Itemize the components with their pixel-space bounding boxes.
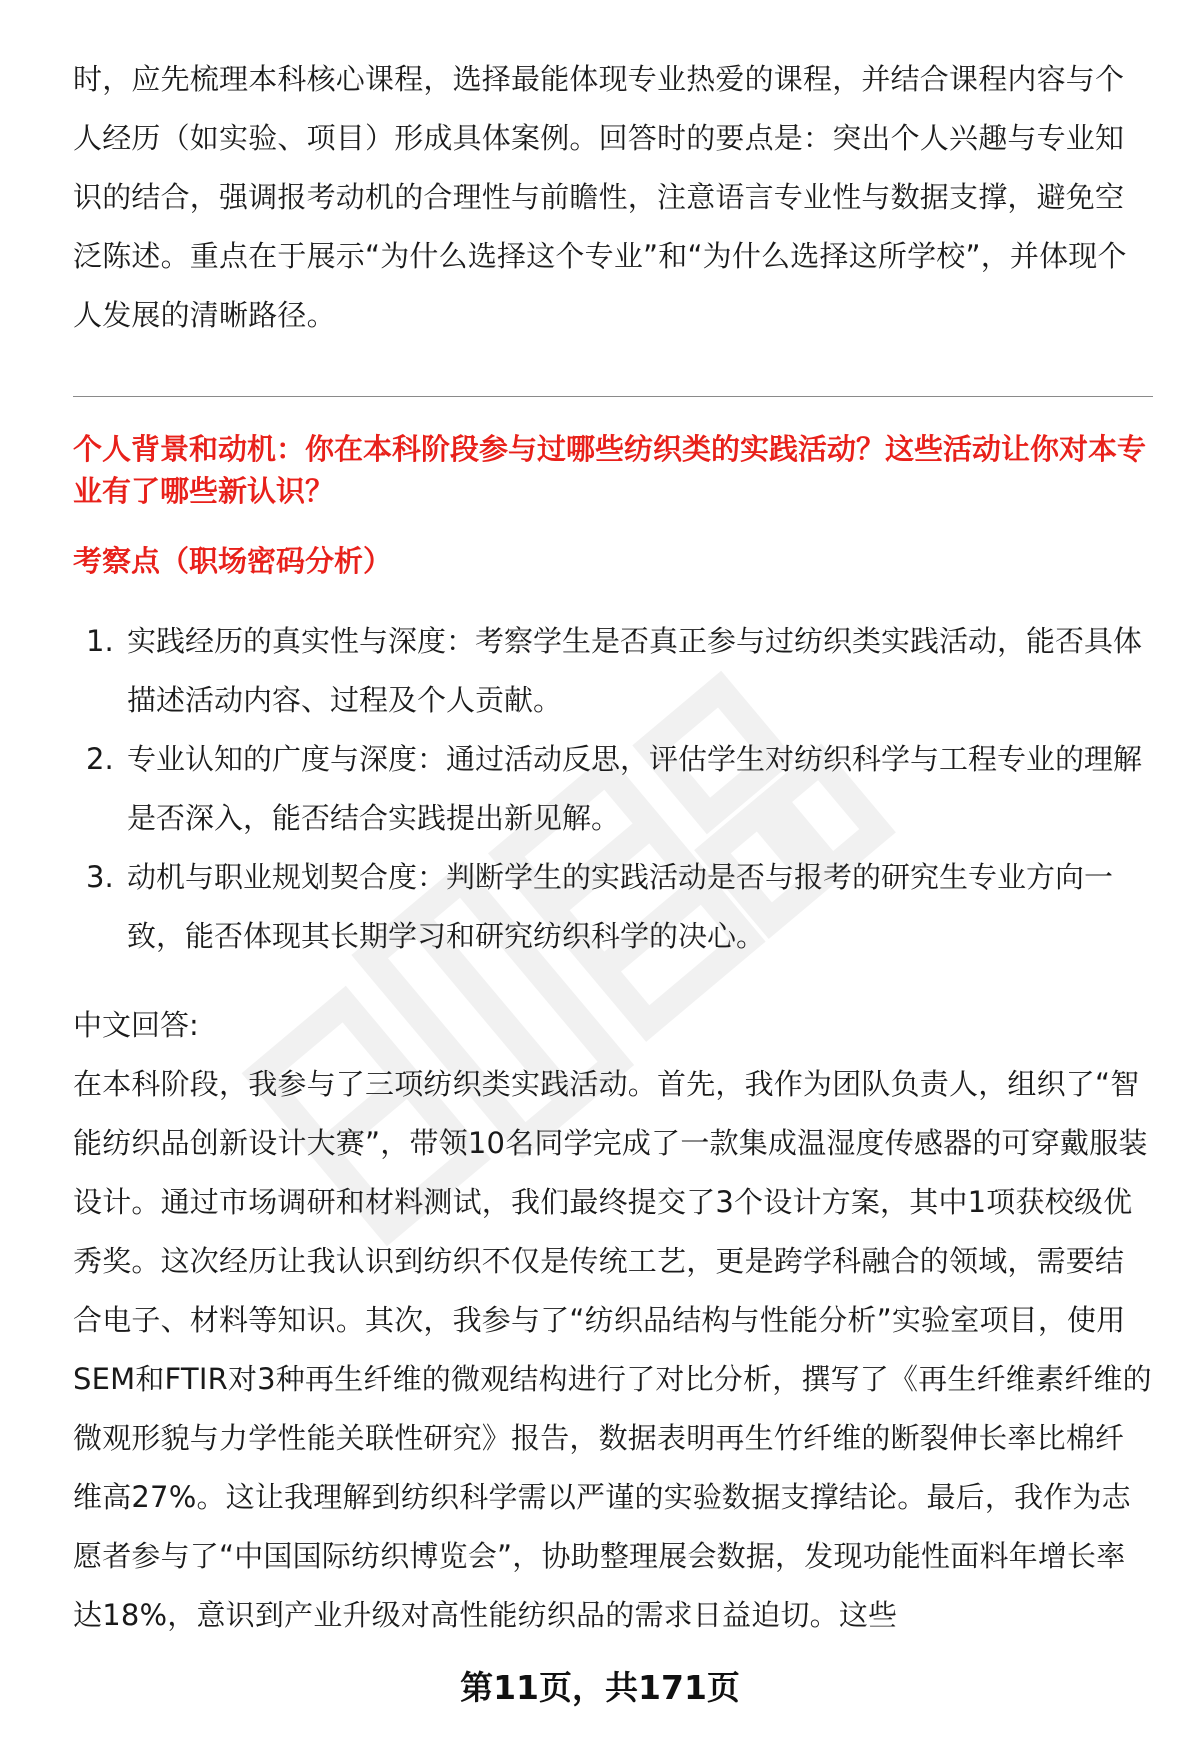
list-item xyxy=(73,730,1153,848)
list-item-text: 实践经历的真实性与深度：考察学生是否真正参与过纺织类实践活动，能否具体描述活动内容、过程及个人贡献。 xyxy=(127,624,1143,717)
list-item-number: 1. xyxy=(86,624,114,658)
answer-label: 中文回答: xyxy=(73,1008,199,1042)
list-item-number: 3. xyxy=(86,860,114,894)
intro-paragraph: 时，应先梳理本科核心课程，选择最能体现专业热爱的课程，并结合课程内容与个人经历（如实验、项目）形成具体案例。回答时的要点是：突出个人兴趣与专业知识的结合，强调报考动机的合理性与前瞻性，注意语言专业性与数据支撑，避免空泛陈述。重点在于展示“为什么选择这个专业”和“为什么选择这所学校”，并体现个人发展的清晰路径。 xyxy=(73,62,1127,332)
question-heading: 个人背景和动机：你在本科阶段参与过哪些纺织类的实践活动？这些活动让你对本专业有了哪些新认识？ xyxy=(73,432,1147,508)
list-item-text: 专业认知的广度与深度：通过活动反思，评估学生对纺织科学与工程专业的理解是否深入，能否结合实践提出新见解。 xyxy=(127,742,1143,835)
evaluation-points-list xyxy=(73,612,1153,966)
answer-paragraph: 在本科阶段，我参与了三项纺织类实践活动。首先，我作为团队负责人，组织了“智能纺织品创新设计大赛”，带领10名同学完成了一款集成温湿度传感器的可穿戴服装设计。通过市场调研和材料测试，我们最终提交了3个设计方案，其中1项获校级优秀奖。这次经历让我认识到纺织不仅是传统工艺，更是跨学科融合的领域，需要结合电子、材料等知识。其次，我参与了“纺织品结构与性能分析”实验室项目，使用SEM和FTIR对3种再生纤维的微观结构进行了对比分析，撰写了《再生纤维素纤维的微观形貌与力学性能关联性研究》报告，数据表明再生竹纤维的断裂伸长率比棉纤维高27%。这让我理解到纺织科学需以严谨的实验数据支撑结论。最后，我作为志愿者参与了“中国国际纺织博览会”，协助整理展会数据，发现功能性面料年增长率达18%，意识到产业升级对高性能纺织品的需求日益迫切。这些 xyxy=(73,1067,1152,1632)
list-item-text: 动机与职业规划契合度：判断学生的实践活动是否与报考的研究生专业方向一致，能否体现其长期学习和研究纺织科学的决心。 xyxy=(127,860,1114,953)
list-item xyxy=(73,612,1153,730)
list-item-number: 2. xyxy=(86,742,114,776)
list-item xyxy=(73,848,1153,966)
page-footer: 第11页，共171页 xyxy=(460,1668,740,1707)
section-divider xyxy=(73,396,1153,397)
section-title: 考察点（职场密码分析） xyxy=(73,544,393,578)
